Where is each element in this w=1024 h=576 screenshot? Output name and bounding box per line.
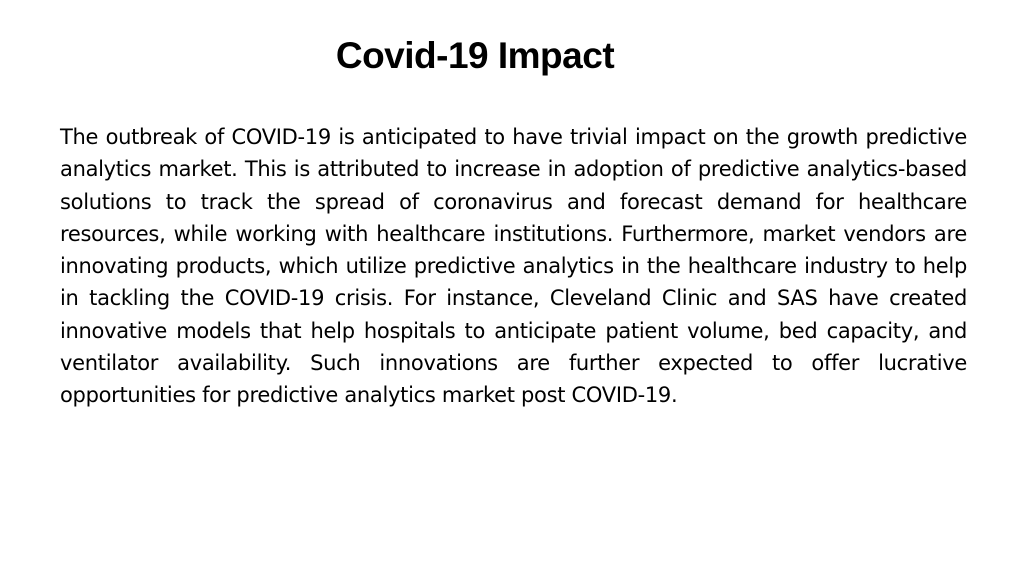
slide-title: Covid-19 Impact <box>335 35 615 76</box>
slide-body-text: The outbreak of COVID-19 is anticipated to have trivial impact on the growth predictive analytics market. This is attributed to increase in adoption of predictive analytics-based solutions to track the spread of coronavirus and forecast demand for healthcare resources, while working with healthcare institutions. Furthermore, market vendors are innovating products, which utilize predictive analytics in the healthcare industry to help in tackling the COVID-19 crisis. For instance, Cleveland Clinic and SAS have created innovative models that help hospitals to anticipate patient volume, bed capacity, and ventilator availability. Such innovations are further expected to offer lucrative opportunities for predictive analytics market post COVID-19. <box>60 125 967 408</box>
